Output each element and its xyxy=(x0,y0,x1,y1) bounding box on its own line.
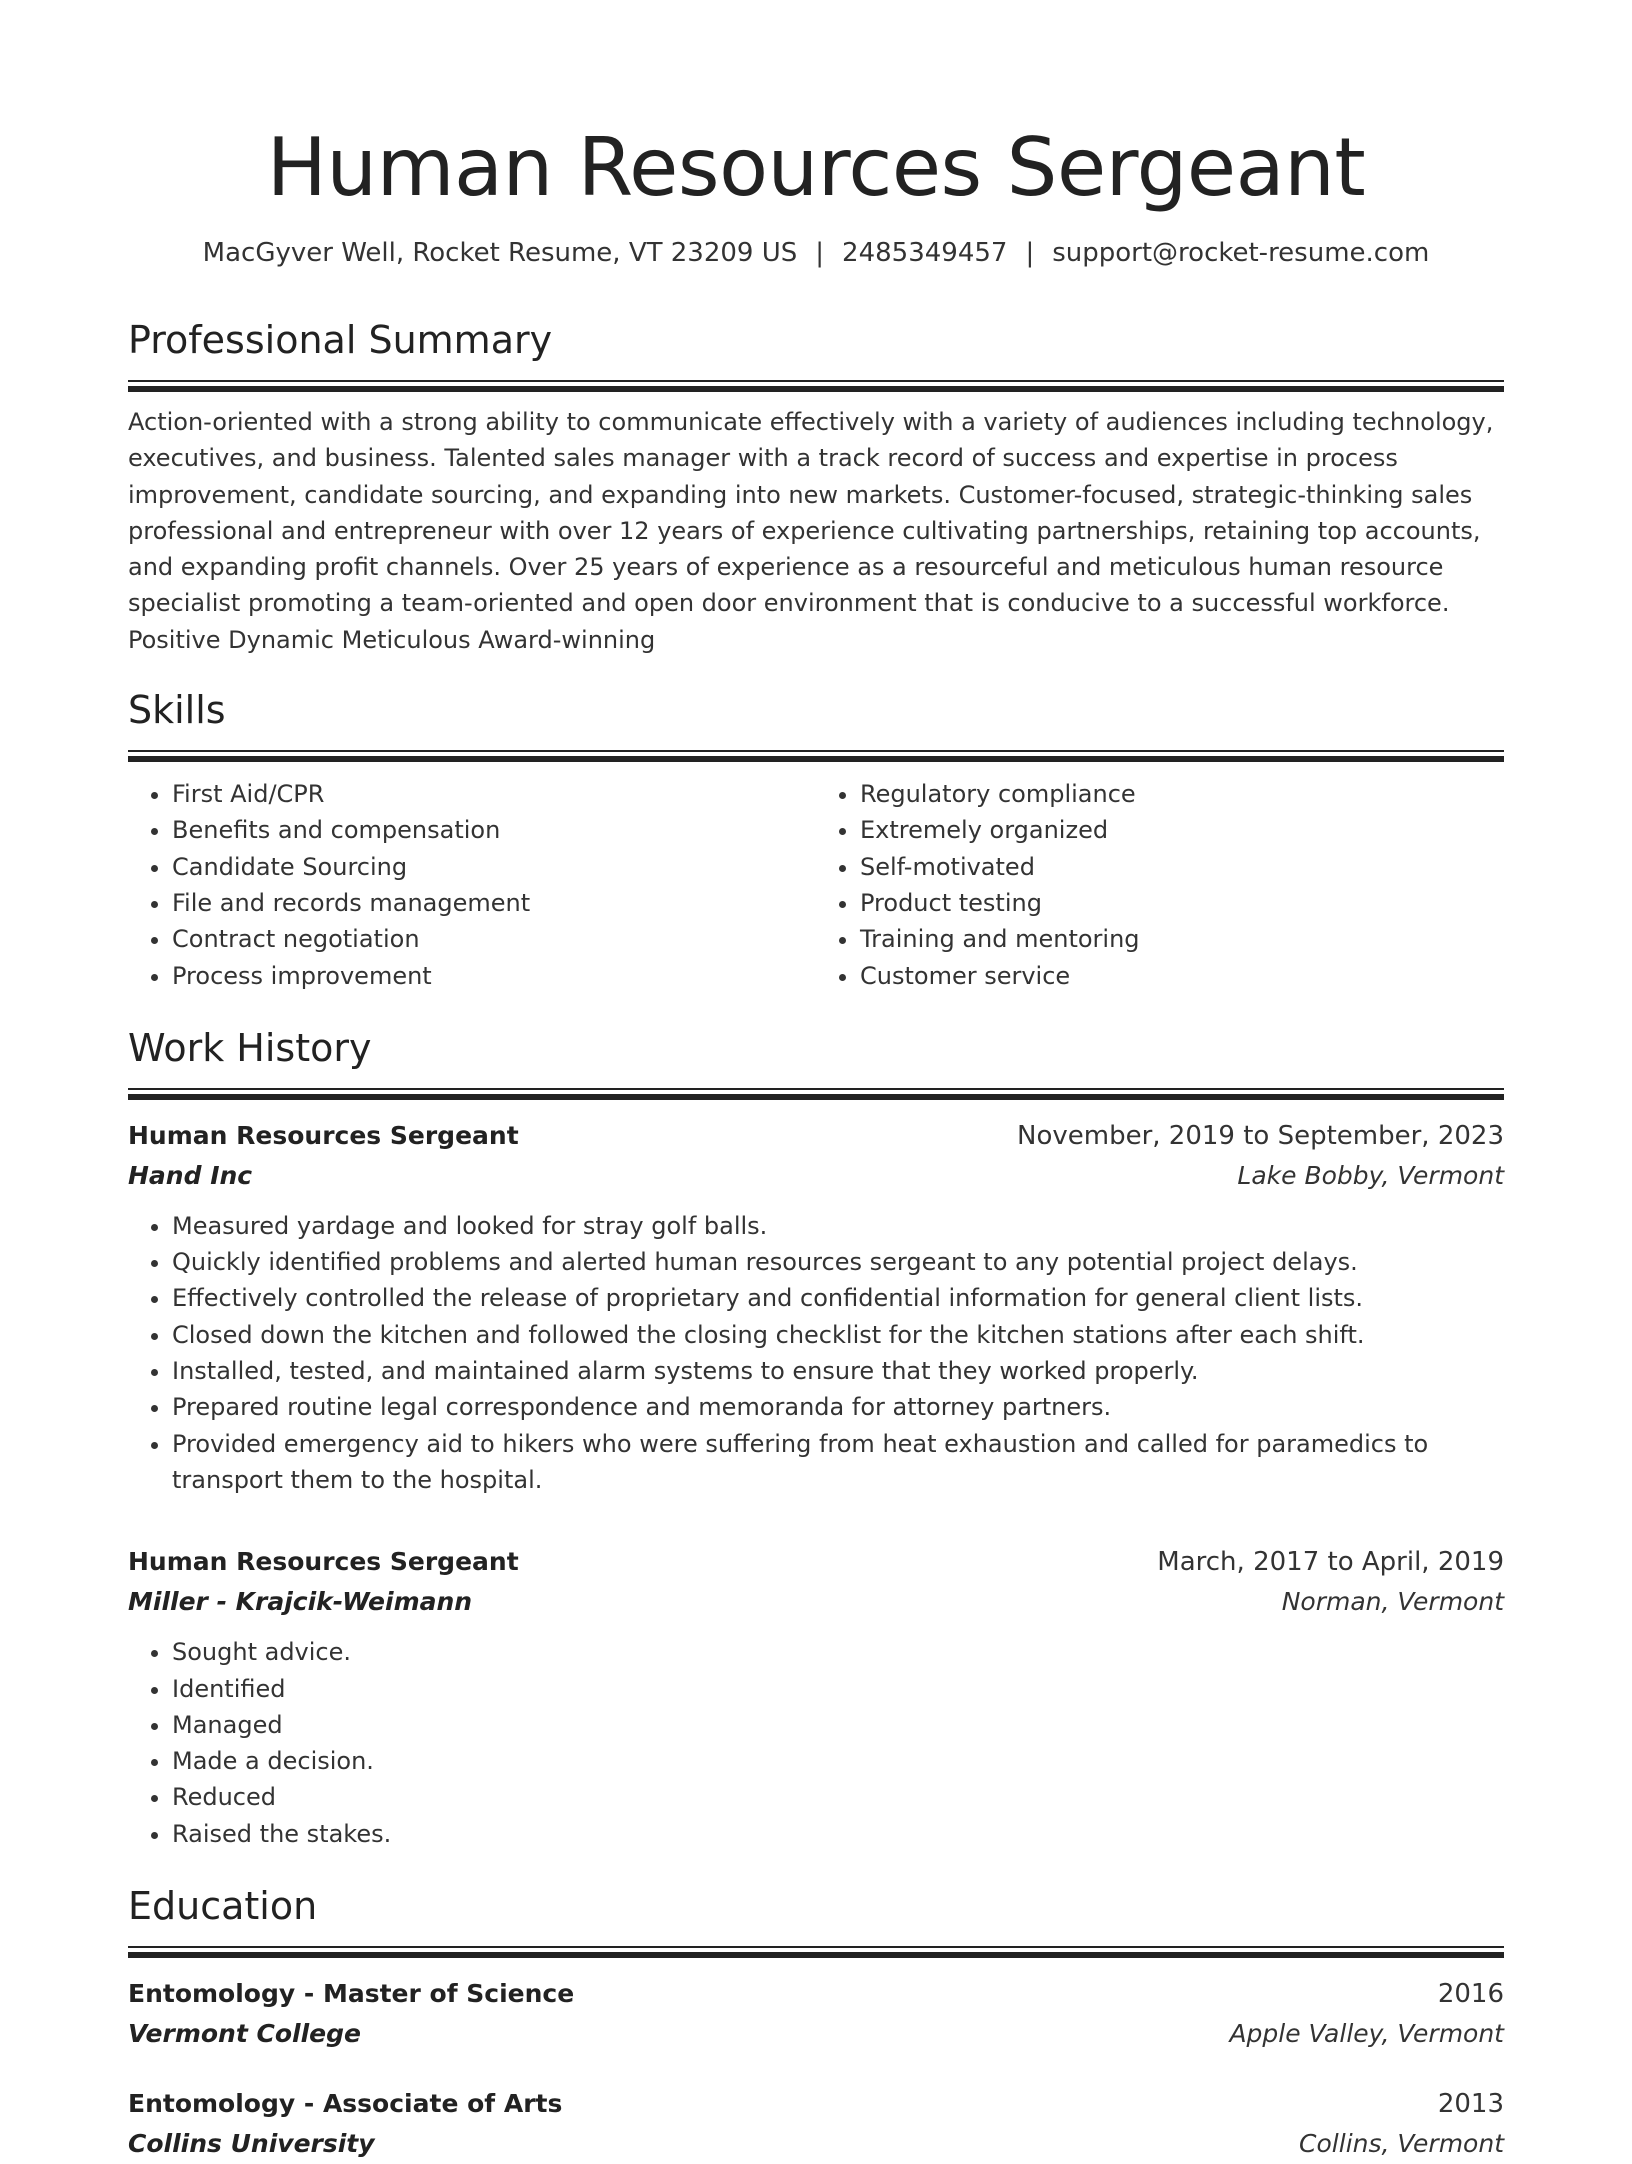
section-title-work: Work History xyxy=(128,1025,372,1070)
job-dates: November, 2019 to September, 2023 xyxy=(1017,1120,1504,1151)
contact-address: MacGyver Well, Rocket Resume, VT 23209 US xyxy=(202,238,798,268)
resume-page xyxy=(128,0,1504,2164)
job-entry xyxy=(128,1116,1504,1498)
section-education xyxy=(128,1882,1504,2164)
contact-phone: 2485349457 xyxy=(842,238,1008,268)
job-location: Norman, Vermont xyxy=(1281,1587,1504,1617)
education-degree: Entomology - Master of Science xyxy=(128,1979,575,2009)
duty-item: • Sought advice. xyxy=(172,1634,1504,1670)
skills-grid xyxy=(128,776,1504,994)
job-title: Human Resources Sergeant xyxy=(128,1120,519,1150)
job-company: Miller - Krajcik-Weimann xyxy=(128,1587,473,1617)
section-divider xyxy=(128,1946,1504,1958)
duty-item: • Prepared routine legal correspondence and memoranda for attorney partners. xyxy=(172,1389,1504,1425)
skill-item: • Process improvement xyxy=(172,958,816,994)
skills-column-right xyxy=(816,776,1504,994)
education-year: 2013 xyxy=(1437,2089,1504,2120)
duty-item: • Effectively controlled the release of proprietary and confidential information for general client lists. xyxy=(172,1280,1504,1316)
contact-separator: | xyxy=(1025,238,1035,268)
section-divider xyxy=(128,380,1504,392)
duty-item: • Made a decision. xyxy=(172,1743,1504,1779)
education-school-row xyxy=(128,2014,1504,2054)
duty-item: • Identified xyxy=(172,1671,1504,1707)
job-duties xyxy=(128,1208,1504,1498)
education-header-row xyxy=(128,1974,1504,2014)
skills-column-left xyxy=(128,776,816,994)
job-duties xyxy=(128,1634,1504,1852)
skill-item: • Self-motivated xyxy=(860,849,1504,885)
job-dates: March, 2017 to April, 2019 xyxy=(1157,1547,1504,1578)
skill-item: • Extremely organized xyxy=(860,812,1504,848)
skill-item: • Candidate Sourcing xyxy=(172,849,816,885)
education-location: Collins, Vermont xyxy=(1299,2129,1504,2159)
job-title: Human Resources Sergeant xyxy=(128,1547,519,1577)
skill-item: • Training and mentoring xyxy=(860,921,1504,957)
skill-item: • Regulatory compliance xyxy=(860,776,1504,812)
duty-item: • Quickly identified problems and alerted human resources sergeant to any potential project delays. xyxy=(172,1244,1504,1280)
section-divider xyxy=(128,1088,1504,1100)
section-work-history xyxy=(128,1024,1504,1852)
skill-item: • Contract negotiation xyxy=(172,921,816,957)
duty-item: • Closed down the kitchen and followed the closing checklist for the kitchen stations after each shift. xyxy=(172,1317,1504,1353)
education-degree: Entomology - Associate of Arts xyxy=(128,2089,563,2119)
resume-name: Human Resources Sergeant xyxy=(266,121,1366,214)
education-header-row xyxy=(128,2084,1504,2124)
education-school: Collins University xyxy=(128,2129,375,2159)
duty-item: • Measured yardage and looked for stray golf balls. xyxy=(172,1208,1504,1244)
duty-item: • Installed, tested, and maintained alarm systems to ensure that they worked properly. xyxy=(172,1353,1504,1389)
skill-item: • Customer service xyxy=(860,958,1504,994)
job-company-row xyxy=(128,1156,1504,1196)
duty-item: • Raised the stakes. xyxy=(172,1816,1504,1852)
duty-item: • Provided emergency aid to hikers who were suffering from heat exhaustion and called for paramedics to transport them to the hospital. xyxy=(172,1426,1504,1499)
duty-item: • Reduced xyxy=(172,1779,1504,1815)
education-school: Vermont College xyxy=(128,2019,361,2049)
duty-item: • Managed xyxy=(172,1707,1504,1743)
section-title-skills: Skills xyxy=(128,688,226,733)
skill-item: • Product testing xyxy=(860,885,1504,921)
job-entry xyxy=(128,1542,1504,1852)
education-entry xyxy=(128,2084,1504,2164)
job-header-row xyxy=(128,1116,1504,1156)
section-title-education: Education xyxy=(128,1884,318,1929)
education-year: 2016 xyxy=(1437,1979,1504,2010)
job-location: Lake Bobby, Vermont xyxy=(1237,1160,1504,1190)
contact-email: support@rocket-resume.com xyxy=(1052,238,1430,268)
skill-item: • First Aid/CPR xyxy=(172,776,816,812)
section-divider xyxy=(128,750,1504,762)
education-entry xyxy=(128,1974,1504,2054)
section-professional-summary xyxy=(128,316,1504,658)
section-skills xyxy=(128,686,1504,994)
job-company: Hand Inc xyxy=(128,1160,253,1190)
skill-item: • Benefits and compensation xyxy=(172,812,816,848)
job-company-row xyxy=(128,1582,1504,1622)
job-header-row xyxy=(128,1542,1504,1582)
contact-separator: | xyxy=(815,238,825,268)
education-school-row xyxy=(128,2124,1504,2164)
skill-item: • File and records management xyxy=(172,885,816,921)
section-title-summary: Professional Summary xyxy=(128,318,553,362)
contact-line xyxy=(128,236,1504,270)
summary-text: Action-oriented with a strong ability to communicate effectively with a variety of audiences including technology, executives, and business. Talented sales manager with a track record of success and expertise in process improvement, candidate sourcing, and expanding into new markets. Customer-focused, strategic-thinking sales professional and entrepreneur with over 12 years of experience cultivating partnerships, retaining top accounts, and expanding profit channels. Over 25 years of experience as a resourceful and meticulous human resource specialist promoting a team-oriented and open door environment that is conducive to a successful workforce. Positive Dynamic Meticulous Award-winning xyxy=(128,408,1494,654)
education-location: Apple Valley, Vermont xyxy=(1229,2019,1504,2049)
